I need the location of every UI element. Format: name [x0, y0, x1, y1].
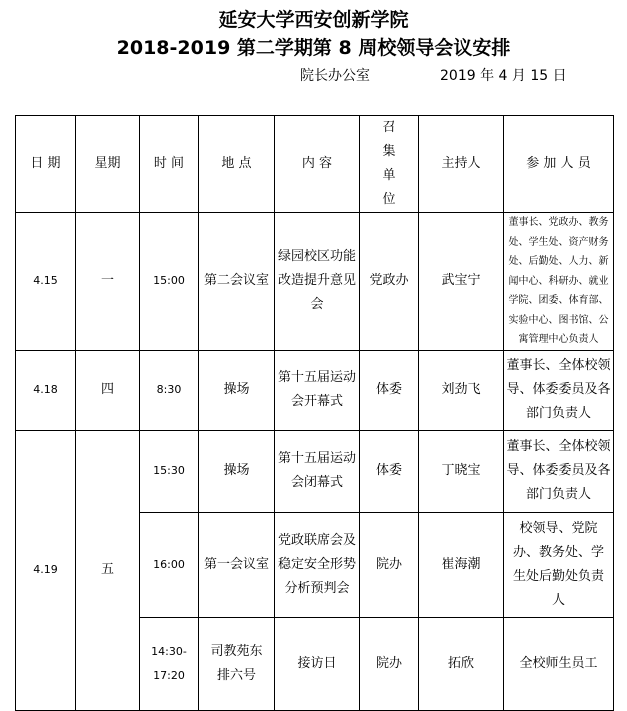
table-row	[16, 350, 614, 430]
meeting-schedule-table	[15, 115, 614, 711]
column-header-content: 内 容	[275, 116, 360, 213]
column-header-convener: 召 集 单 位	[360, 116, 419, 213]
cell-host: 武宝宁	[419, 213, 504, 351]
cell-attendees: 董事长、全体校领导、体委委员及各部门负责人	[504, 350, 614, 430]
cell-time: 16:00	[140, 512, 199, 617]
column-header-time: 时 间	[140, 116, 199, 213]
column-header-date: 日 期	[16, 116, 76, 213]
column-header-host: 主持人	[419, 116, 504, 213]
column-header-attendees: 参 加 人 员	[504, 116, 614, 213]
cell-host: 崔海潮	[419, 512, 504, 617]
cell-content: 第十五届运动会闭幕式	[275, 430, 360, 512]
issuing-office: 院长办公室	[300, 68, 370, 84]
cell-convener: 党政办	[360, 213, 419, 351]
cell-weekday: 五	[76, 430, 140, 710]
cell-convener: 院办	[360, 617, 419, 710]
cell-attendees: 董事长、全体校领导、体委委员及各部门负责人	[504, 430, 614, 512]
cell-content: 党政联席会及稳定安全形势分析预判会	[275, 512, 360, 617]
page-subtitle: 2018-2019 第二学期第 8 周校领导会议安排	[116, 37, 511, 59]
page-title: 延安大学西安创新学院	[218, 9, 409, 31]
column-header-location: 地 点	[199, 116, 275, 213]
table-header-row	[16, 116, 614, 213]
cell-convener: 院办	[360, 512, 419, 617]
cell-attendees: 董事长、党政办、教务处、学生处、资产财务处、后勤处、人力、新闻中心、科研办、就业学院、团委、体育部、实验中心、图书馆、公寓管理中心负责人	[504, 213, 614, 351]
cell-date: 4.18	[16, 350, 76, 430]
cell-weekday: 四	[76, 350, 140, 430]
cell-content: 绿园校区功能改造提升意见会	[275, 213, 360, 351]
table-row	[16, 430, 614, 512]
cell-time: 15:30	[140, 430, 199, 512]
cell-time: 15:00	[140, 213, 199, 351]
cell-location: 司教苑东排六号	[199, 617, 275, 710]
cell-host: 刘劲飞	[419, 350, 504, 430]
cell-host: 拓欣	[419, 617, 504, 710]
cell-location: 操场	[199, 430, 275, 512]
cell-date: 4.19	[16, 430, 76, 710]
cell-convener: 体委	[360, 350, 419, 430]
cell-host: 丁晓宝	[419, 430, 504, 512]
cell-weekday: 一	[76, 213, 140, 351]
cell-time: 8:30	[140, 350, 199, 430]
issue-date: 2019 年 4 月 15 日	[440, 68, 567, 84]
cell-time: 14:30-17:20	[140, 617, 199, 710]
cell-location: 第一会议室	[199, 512, 275, 617]
cell-convener: 体委	[360, 430, 419, 512]
table-row	[16, 213, 614, 351]
cell-content: 接访日	[275, 617, 360, 710]
cell-location: 第二会议室	[199, 213, 275, 351]
cell-date: 4.15	[16, 213, 76, 351]
cell-content: 第十五届运动会开幕式	[275, 350, 360, 430]
cell-attendees: 全校师生员工	[504, 617, 614, 710]
cell-location: 操场	[199, 350, 275, 430]
cell-attendees: 校领导、党院办、教务处、学生处后勤处负责人	[504, 512, 614, 617]
column-header-weekday: 星期	[76, 116, 140, 213]
